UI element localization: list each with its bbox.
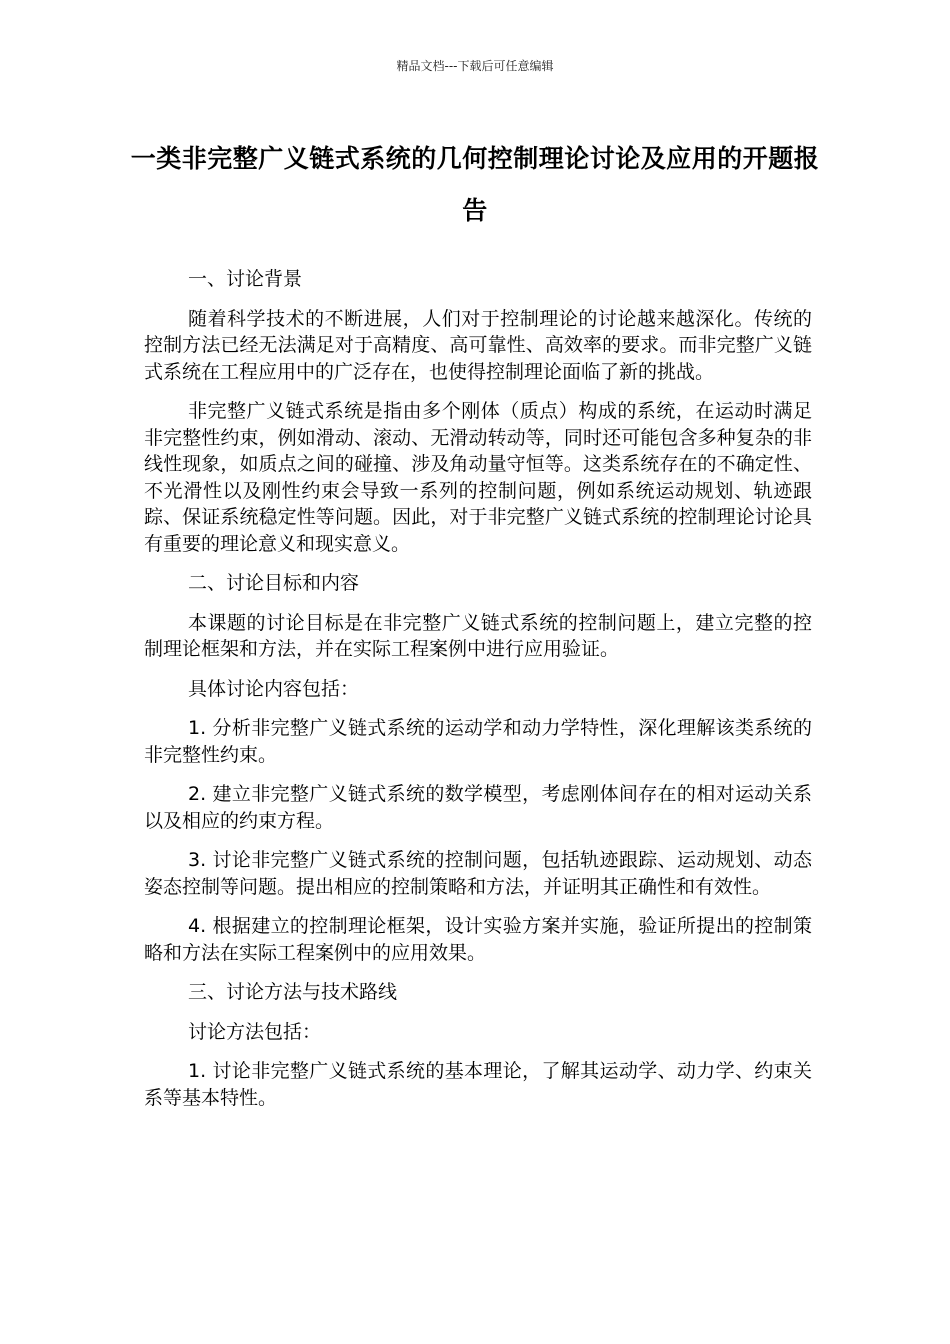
paragraph: 本课题的讨论目标是在非完整广义链式系统的控制问题上，建立完整的控制理论框架和方法，并在实际工程案例中进行应用验证。 bbox=[144, 611, 812, 660]
list-item: 1. 讨论非完整广义链式系统的基本理论，了解其运动学、动力学、约束关系等基本特性。 bbox=[144, 1060, 812, 1109]
paragraph: 讨论方法包括： bbox=[188, 1020, 322, 1043]
paragraph: 非完整广义链式系统是指由多个刚体（质点）构成的系统，在运动时满足非完整性约束，例如滑动、滚动、无滑动转动等，同时还可能包含多种复杂的非线性现象，如质点之间的碰撞、涉及角动量守恒等。这类系统存在的不确定性、不光滑性以及刚性约束会导致一系列的控制问题，例如系统运动规划、轨迹跟踪、保证系统稳定性等问题。因此，对于非完整广义链式系统的控制理论讨论具有重要的理论意义和现实意义。 bbox=[144, 400, 812, 555]
section-heading-goals: 二、讨论目标和内容 bbox=[188, 572, 360, 594]
section-heading-background: 一、讨论背景 bbox=[188, 268, 303, 290]
list-item: 4. 根据建立的控制理论框架，设计实验方案并实施，验证所提出的控制策略和方法在实际工程案例中的应用效果。 bbox=[144, 915, 812, 964]
paragraph: 具体讨论内容包括： bbox=[188, 677, 360, 700]
section-heading-methods: 三、讨论方法与技术路线 bbox=[188, 981, 398, 1003]
list-item: 3. 讨论非完整广义链式系统的控制问题，包括轨迹跟踪、运动规划、动态姿态控制等问题。提出相应的控制策略和方法，并证明其正确性和有效性。 bbox=[144, 849, 812, 898]
document-body bbox=[144, 266, 812, 1124]
list-item: 1. 分析非完整广义链式系统的运动学和动力学特性，深化理解该类系统的非完整性约束。 bbox=[144, 717, 812, 766]
list-item: 2. 建立非完整广义链式系统的数学模型，考虑刚体间存在的相对运动关系以及相应的约束方程。 bbox=[144, 783, 812, 832]
document-title: 一类非完整广义链式系统的几何控制理论讨论及应用的开题报告 bbox=[130, 144, 820, 225]
page-header: 精品文档---下载后可任意编辑 bbox=[396, 59, 554, 73]
paragraph: 随着科学技术的不断进展，人们对于控制理论的讨论越来越深化。传统的控制方法已经无法满足对于高精度、高可靠性、高效率的要求。而非完整广义链式系统在工程应用中的广泛存在，也使得控制理论面临了新的挑战。 bbox=[144, 307, 812, 383]
